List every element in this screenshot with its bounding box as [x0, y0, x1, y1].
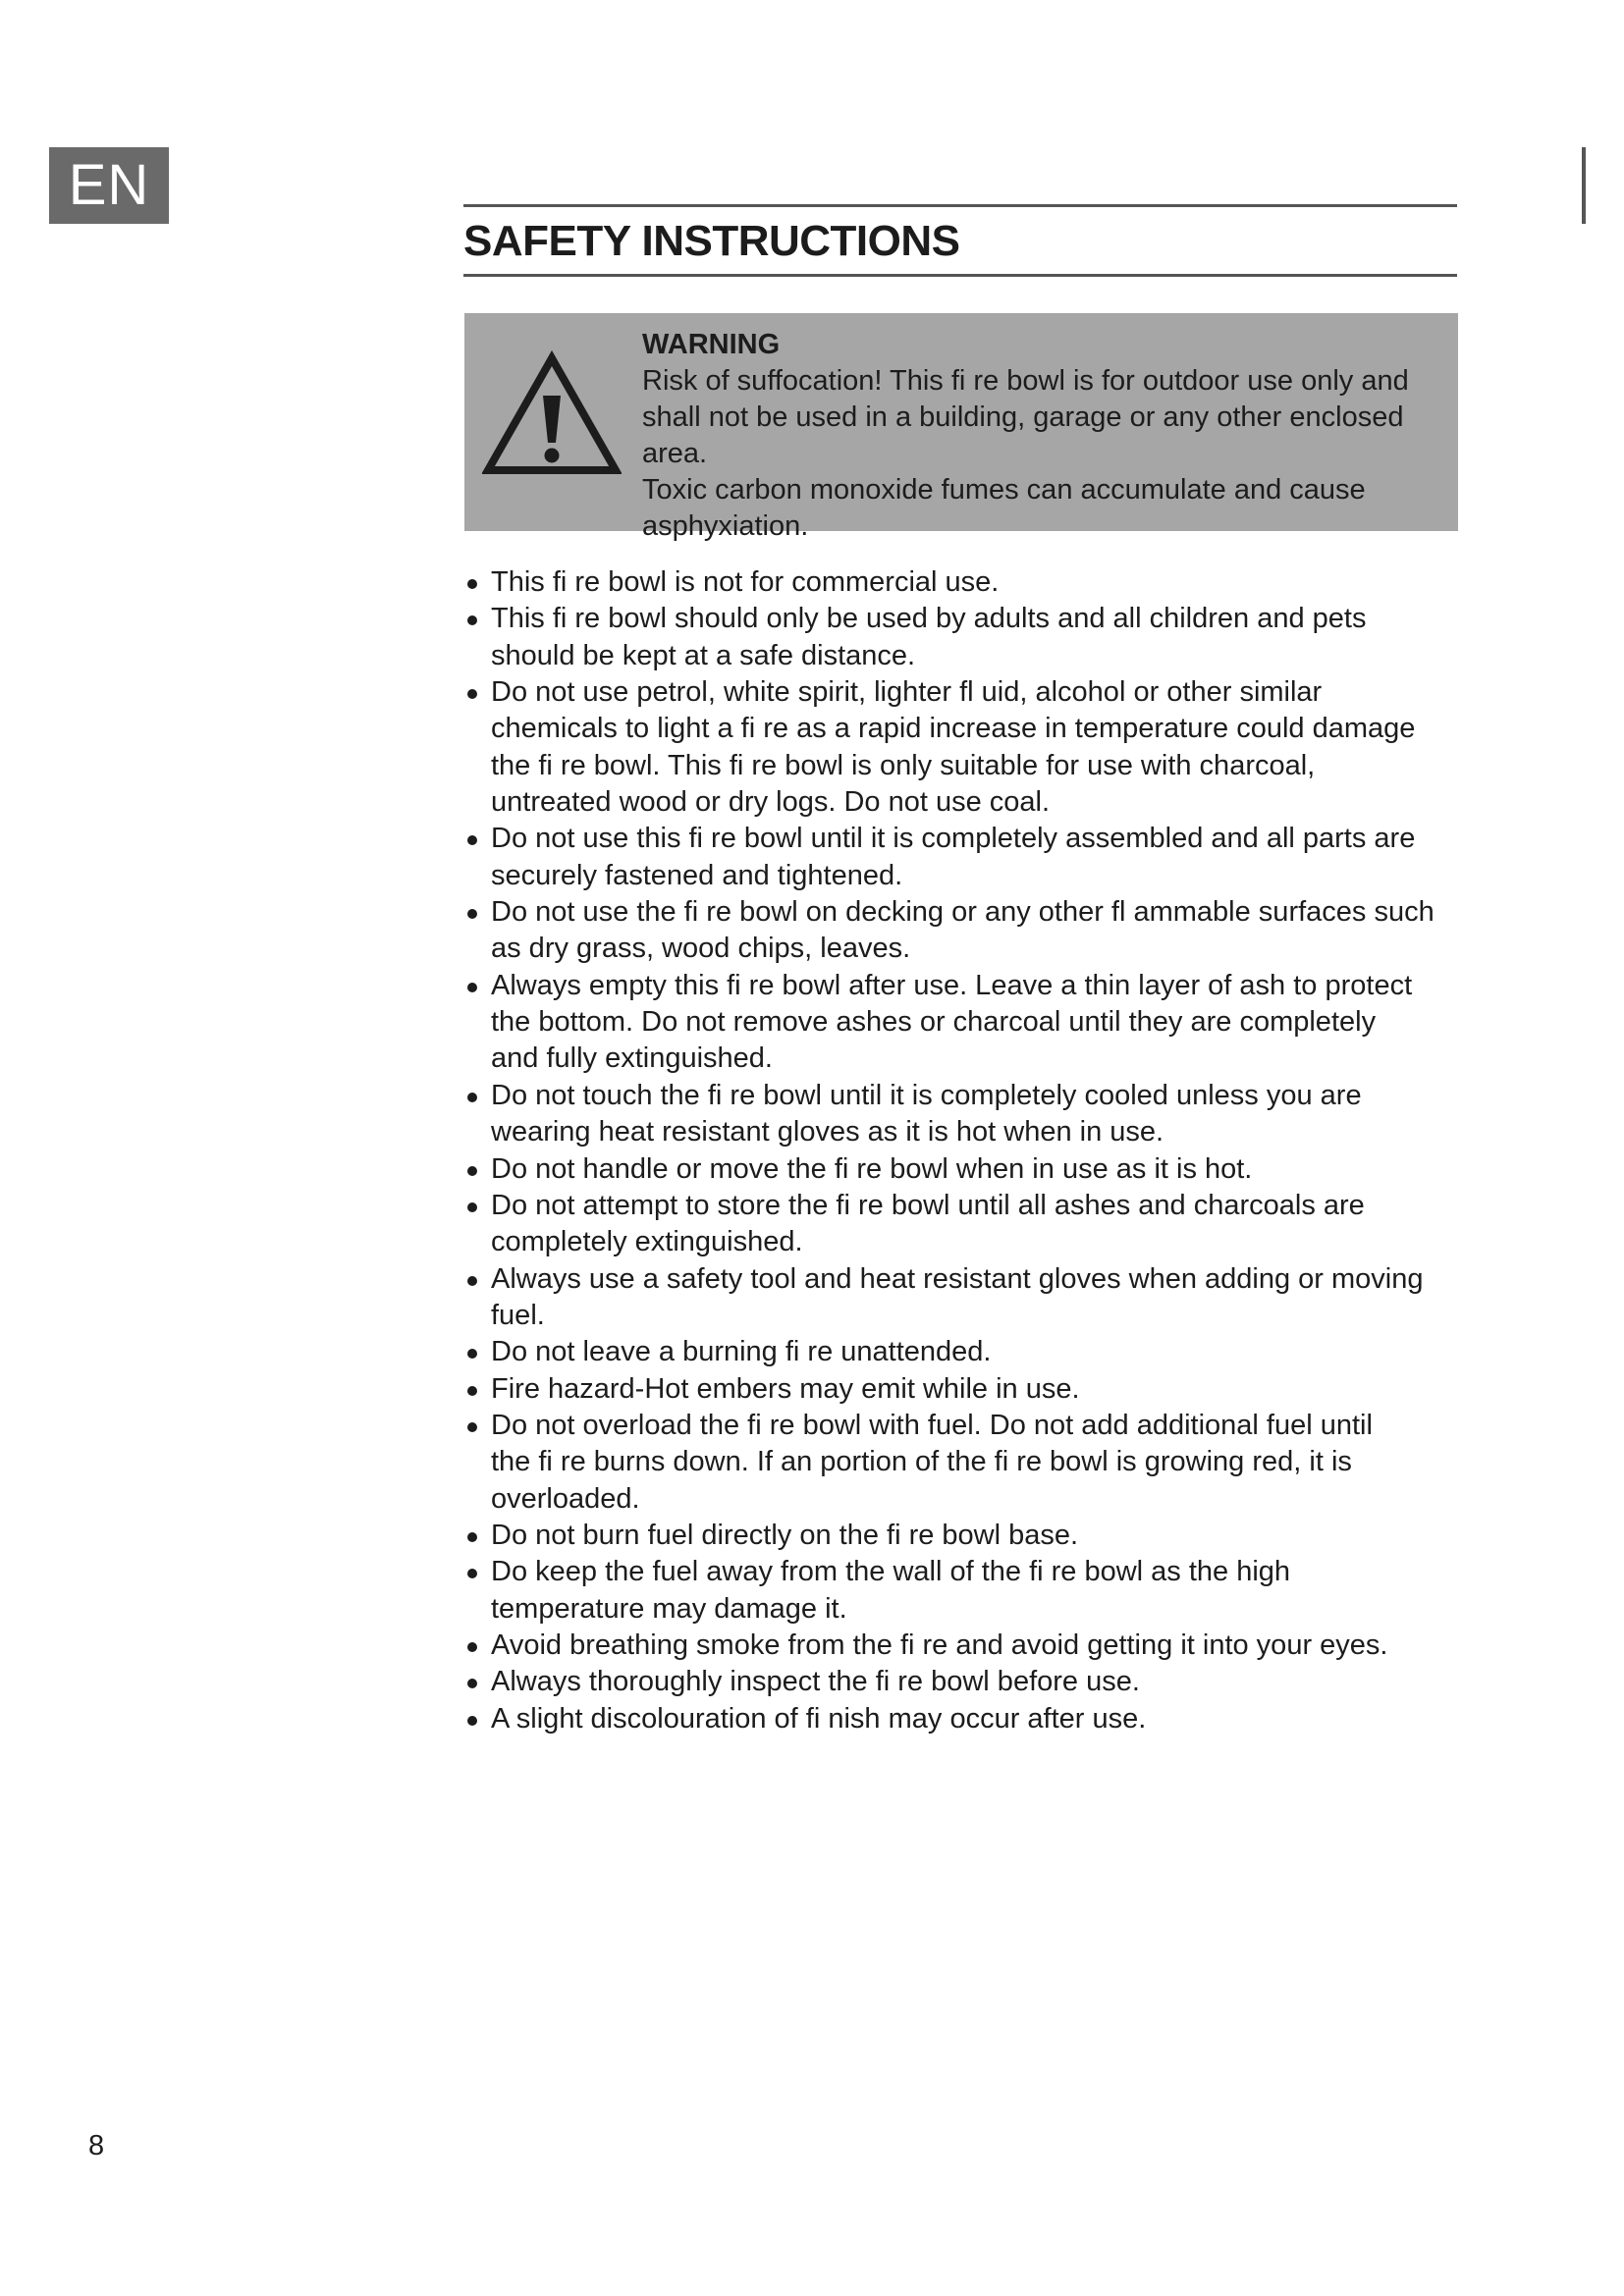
bullet-icon	[467, 835, 477, 845]
warning-heading: WARNING	[642, 329, 781, 360]
list-item	[463, 1701, 1475, 1737]
list-item-text: This fi re bowl is not for commercial use.	[491, 566, 1000, 598]
list-item	[463, 821, 1475, 894]
list-item	[463, 1554, 1475, 1628]
list-item-text: Always use a safety tool and heat resistant gloves when adding or moving fuel.	[491, 1262, 1424, 1331]
list-item	[463, 674, 1475, 821]
page-title: SAFETY INSTRUCTIONS	[463, 217, 960, 265]
list-item-text: Do not leave a burning fi re unattended.	[491, 1336, 992, 1368]
bullet-icon	[467, 1386, 477, 1396]
bullet-icon	[467, 909, 477, 919]
list-item	[463, 894, 1475, 968]
list-item-text: Do not handle or move the fi re bowl when in use as it is hot.	[491, 1152, 1253, 1185]
list-item	[463, 1371, 1475, 1408]
bullet-icon	[467, 689, 477, 699]
list-item	[463, 564, 1475, 601]
list-item-text: Always thoroughly inspect the fi re bowl before use.	[491, 1666, 1140, 1698]
bullet-icon	[467, 615, 477, 625]
page-number: 8	[88, 2130, 105, 2162]
list-item	[463, 1334, 1475, 1370]
safety-instructions-list	[463, 564, 1475, 1737]
bullet-icon	[467, 1569, 477, 1578]
warning-body: Risk of suffocation! This fi re bowl is for outdoor use only and shall not be used in a building, garage or any other enclosed area. Toxic carbon monoxide fumes can accumulate and cause asphyxiation.	[642, 365, 1409, 542]
warning-triangle-icon	[482, 350, 622, 478]
bullet-icon	[467, 1166, 477, 1176]
list-item-text: Avoid breathing smoke from the fi re and avoid getting it into your eyes.	[491, 1629, 1388, 1661]
list-item-text: Do not burn fuel directly on the fi re bowl base.	[491, 1519, 1079, 1551]
bullet-icon	[467, 1349, 477, 1359]
page-edge-marker	[1582, 147, 1586, 224]
bullet-icon	[467, 983, 477, 992]
list-item	[463, 1518, 1475, 1554]
bullet-icon	[467, 1422, 477, 1432]
list-item-text: Do not use this fi re bowl until it is completely assembled and all parts are securely fastened and tightened.	[491, 823, 1416, 891]
list-item	[463, 968, 1475, 1078]
list-item-text: Do not use the fi re bowl on decking or any other fl ammable surfaces such as dry grass, wood chips, leaves.	[491, 896, 1435, 965]
bullet-icon	[467, 1679, 477, 1688]
list-item	[463, 1261, 1475, 1335]
list-item	[463, 1188, 1475, 1261]
bullet-icon	[467, 1642, 477, 1652]
list-item-text: Do not use petrol, white spirit, lighter fl uid, alcohol or other similar chemicals to light a fi re as a rapid increase in temperature could damage the fi re bowl. This fi re bowl is only suitable for use with charcoal, untreated wood or dry logs. Do not use coal.	[491, 676, 1416, 819]
list-item-text: Do not touch the fi re bowl until it is completely cooled unless you are wearing heat resistant gloves as it is hot when in use.	[491, 1079, 1362, 1148]
warning-box	[464, 313, 1458, 542]
warning-text	[642, 327, 1467, 545]
bullet-icon	[467, 1716, 477, 1726]
list-item-text: This fi re bowl should only be used by adults and all children and pets should be kept at a safe distance.	[491, 603, 1367, 671]
title-rule-top	[463, 204, 1457, 207]
list-item	[463, 1628, 1475, 1664]
bullet-icon	[467, 579, 477, 589]
list-item-text: A slight discolouration of fi nish may occur after use.	[491, 1702, 1147, 1735]
list-item-text: Always empty this fi re bowl after use. Leave a thin layer of ash to protect the bottom. Do not remove ashes or charcoal until they are completely and fully extinguished.	[491, 969, 1413, 1075]
title-rule-bottom	[463, 274, 1457, 277]
list-item-text: Do keep the fuel away from the wall of the fi re bowl as the high temperature may damage it.	[491, 1556, 1291, 1625]
list-item	[463, 1408, 1475, 1518]
bullet-icon	[467, 1532, 477, 1542]
list-item	[463, 1078, 1475, 1151]
language-tab: EN	[49, 147, 169, 224]
list-item	[463, 1151, 1475, 1188]
list-item-text: Fire hazard-Hot embers may emit while in use.	[491, 1372, 1080, 1405]
list-item	[463, 1664, 1475, 1700]
list-item-text: Do not overload the fi re bowl with fuel. Do not add additional fuel until the fi re burns down. If an portion of the fi re bowl is growing red, it is overloaded.	[491, 1409, 1373, 1515]
list-item-text: Do not attempt to store the fi re bowl until all ashes and charcoals are completely extinguished.	[491, 1189, 1365, 1258]
list-item	[463, 601, 1475, 674]
bullet-icon	[467, 1276, 477, 1286]
bullet-icon	[467, 1202, 477, 1212]
bullet-icon	[467, 1093, 477, 1102]
